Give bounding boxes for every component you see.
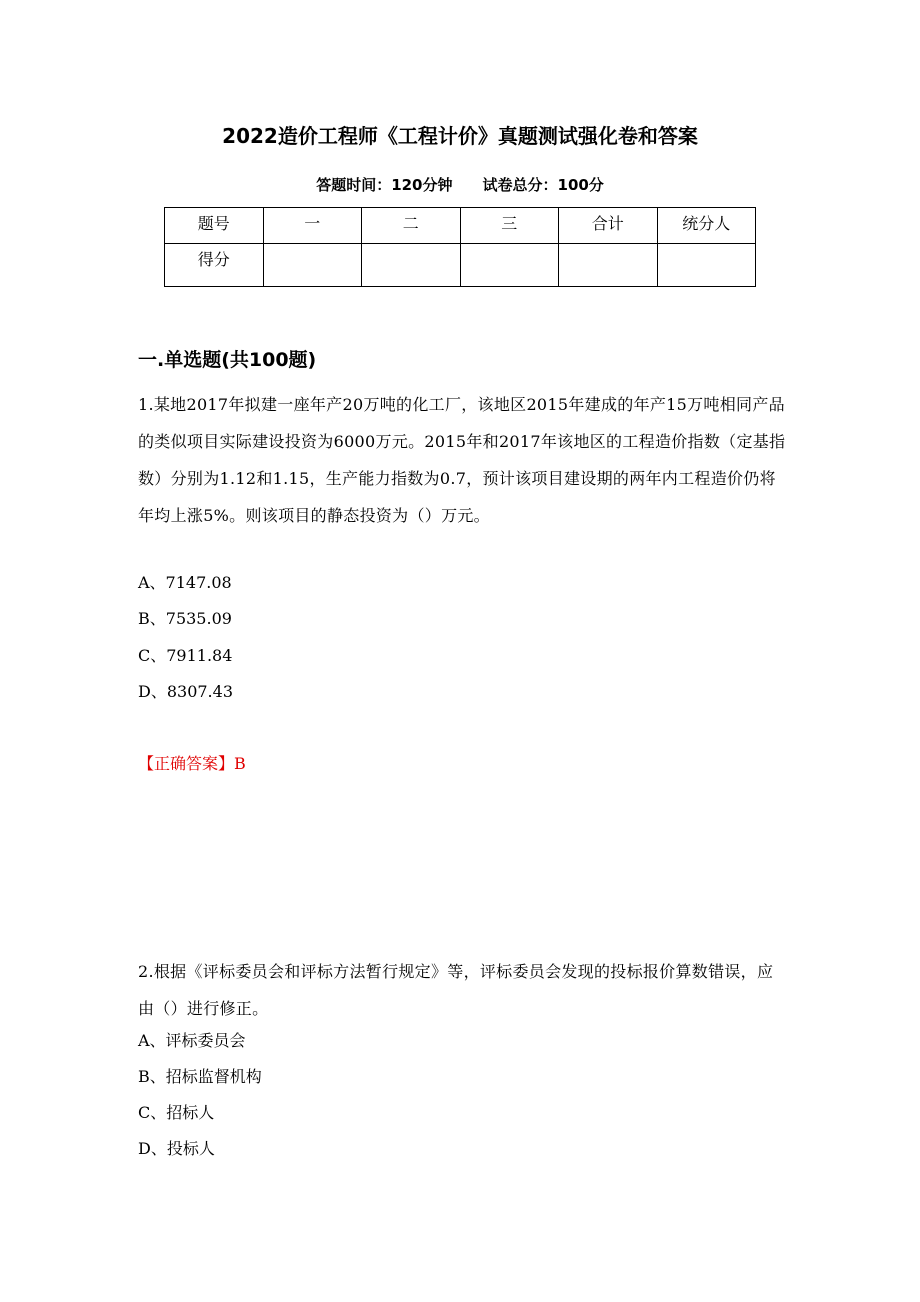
question-1-answer: 【正确答案】B xyxy=(138,754,246,773)
header-cell-scorer: 统分人 xyxy=(657,208,756,244)
question-2-option-a: A、评标委员会 xyxy=(138,1031,246,1050)
score-cell xyxy=(362,244,461,287)
header-cell-2: 二 xyxy=(362,208,461,244)
score-cell xyxy=(263,244,362,287)
document-title: 2022造价工程师《工程计价》真题测试强化卷和答案 xyxy=(222,124,698,148)
question-1-option-d: D、8307.43 xyxy=(138,682,233,701)
score-cell xyxy=(559,244,658,287)
header-cell-1: 一 xyxy=(263,208,362,244)
score-table xyxy=(164,207,756,287)
question-1-stem: 1.某地2017年拟建一座年产20万吨的化工厂，该地区2015年建成的年产15万吨相同产品的类似项目实际建设投资为6000万元。2015年和2017年该地区的工程造价指数（定基指数）分别为1.12和1.15，生产能力指数为0.7，预计该项目建设期的两年内工程造价仍将年均上涨5%。则该项目的静态投资为（）万元。 xyxy=(138,395,786,525)
score-table-score-row xyxy=(165,244,756,287)
question-1-option-b: B、7535.09 xyxy=(138,609,232,628)
question-2-option-b: B、招标监督机构 xyxy=(138,1067,262,1086)
exam-time: 答题时间：120分钟 xyxy=(316,176,453,194)
header-cell-number: 题号 xyxy=(165,208,264,244)
total-score: 试卷总分：100分 xyxy=(482,176,604,194)
question-1-option-a: A、7147.08 xyxy=(138,573,232,592)
score-row-label: 得分 xyxy=(165,244,264,287)
question-1-option-c: C、7911.84 xyxy=(138,646,233,665)
section-title: 一.单选题(共100题) xyxy=(138,349,317,371)
header-cell-3: 三 xyxy=(460,208,559,244)
question-2-stem: 2.根据《评标委员会和评标方法暂行规定》等，评标委员会发现的投标报价算数错误，应由（）进行修正。 xyxy=(138,962,774,1018)
question-2-option-d: D、投标人 xyxy=(138,1139,215,1158)
score-table-header-row xyxy=(165,208,756,244)
score-cell xyxy=(657,244,756,287)
exam-meta xyxy=(0,174,920,196)
score-cell xyxy=(460,244,559,287)
question-2-option-c: C、招标人 xyxy=(138,1103,215,1122)
header-cell-total: 合计 xyxy=(559,208,658,244)
